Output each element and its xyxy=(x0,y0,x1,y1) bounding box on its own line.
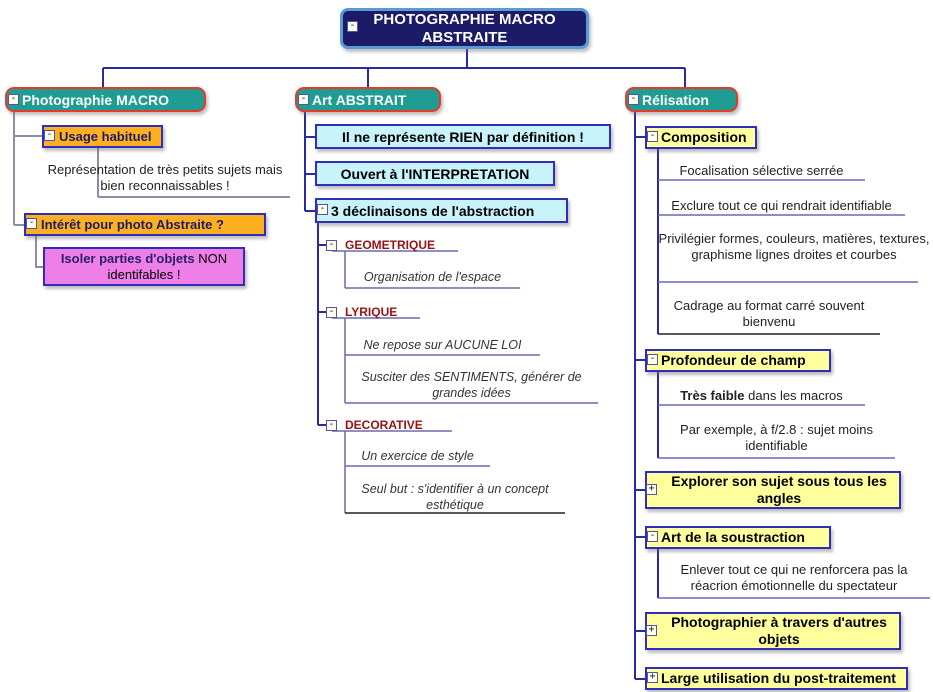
node-focalisation-label: Focalisation sélective serrée xyxy=(679,163,844,178)
node-profondeur-champ[interactable] xyxy=(645,349,831,372)
fold-icon-photographie-macro[interactable]: - xyxy=(8,94,19,105)
node-organisation-espace[interactable] xyxy=(345,269,520,285)
node-tres-faible-rest: dans les macros xyxy=(748,388,843,403)
node-exclure[interactable] xyxy=(658,198,905,214)
node-represente-rien-label: Il ne représente RIEN par définition ! xyxy=(342,128,584,145)
node-cadrage-label: Cadrage au format carré souvent bienvenu xyxy=(673,298,865,329)
node-usage-habituel-label: Usage habituel xyxy=(59,129,152,144)
node-cadrage-carre[interactable] xyxy=(658,298,880,330)
node-tres-faible[interactable] xyxy=(658,388,865,404)
fold-icon-relisation[interactable]: - xyxy=(628,94,639,105)
node-tres-faible-label xyxy=(680,388,843,403)
fold-icon-explorer[interactable]: + xyxy=(646,484,657,495)
node-aucune-loi-label: Ne repose sur AUCUNE LOI xyxy=(363,338,522,352)
node-photographier-travers[interactable] xyxy=(645,612,901,650)
fold-icon-lyrique[interactable]: - xyxy=(326,307,337,318)
node-geometrique-label: GEOMETRIQUE xyxy=(345,238,436,252)
node-art-abstrait-label: Art ABSTRAIT xyxy=(312,91,407,108)
node-photographie-macro-label: Photographie MACRO xyxy=(22,91,169,108)
fold-icon-geometrique[interactable]: - xyxy=(326,240,337,251)
node-privilegier-label: Privilégier formes, couleurs, matières, textures, graphisme lignes droites et courbes xyxy=(658,231,930,262)
node-lyrique-label: LYRIQUE xyxy=(345,305,398,319)
node-aucune-loi[interactable] xyxy=(345,337,540,353)
fold-icon-interet[interactable]: - xyxy=(26,218,37,229)
node-composition-label: Composition xyxy=(661,129,747,145)
node-large-label: Large utilisation du post-traitement xyxy=(661,670,896,686)
node-isoler-rest: NON identifables ! xyxy=(107,250,228,282)
node-represente-rien[interactable] xyxy=(315,124,611,149)
node-art-soustraction[interactable] xyxy=(645,526,831,549)
node-organisation-espace-label: Organisation de l'espace xyxy=(363,270,502,284)
node-representation[interactable] xyxy=(40,162,290,194)
node-isoler-parties[interactable] xyxy=(43,247,245,286)
node-seul-but[interactable] xyxy=(345,481,565,513)
node-focalisation[interactable] xyxy=(658,163,865,179)
node-exercice-style-label: Un exercice de style xyxy=(361,449,474,463)
fold-icon-profondeur[interactable]: - xyxy=(647,354,658,365)
fold-icon-large[interactable]: + xyxy=(647,672,658,683)
node-root[interactable] xyxy=(340,8,589,49)
fold-icon-art-abstrait[interactable]: - xyxy=(298,94,309,105)
node-relisation[interactable] xyxy=(625,87,738,112)
node-decorative-label: DECORATIVE xyxy=(345,418,423,432)
node-photographie-macro[interactable] xyxy=(5,87,206,112)
node-explorer-sujet[interactable] xyxy=(645,471,901,509)
node-root-label: PHOTOGRAPHIE MACRO ABSTRAITE xyxy=(373,10,556,46)
node-ouvert-label: Ouvert à l'INTERPRETATION xyxy=(340,165,530,182)
node-tres-faible-bold: Très faible xyxy=(680,388,745,403)
node-privilegier[interactable] xyxy=(658,231,930,263)
node-lyrique[interactable] xyxy=(345,304,425,320)
node-exercice-style[interactable] xyxy=(345,448,490,464)
node-explorer-label: Explorer son sujet sous tous les angles xyxy=(671,473,887,506)
node-interet-label: Intérêt pour photo Abstraite ? xyxy=(41,217,224,232)
node-isoler-bold: Isoler parties d'objets xyxy=(60,250,195,266)
fold-icon-soustraction[interactable]: - xyxy=(647,531,658,542)
node-usage-habituel[interactable] xyxy=(42,125,163,148)
node-large-post-traitement[interactable] xyxy=(645,667,908,690)
node-par-exemple-label: Par exemple, à f/2.8 : sujet moins identifiable xyxy=(680,422,873,453)
node-enlever-label: Enlever tout ce qui ne renforcera pas la réacrion émotionnelle du spectateur xyxy=(680,562,908,593)
node-art-abstrait[interactable] xyxy=(295,87,441,112)
node-geometrique[interactable] xyxy=(345,237,460,253)
node-representation-label: Représentation de très petits sujets mais bien reconnaissables ! xyxy=(47,162,283,193)
node-ouvert-interpretation[interactable] xyxy=(315,161,555,186)
node-soustraction-label: Art de la soustraction xyxy=(661,529,805,545)
node-susciter-sentiments[interactable] xyxy=(345,369,598,401)
node-interet-photo-abstraite[interactable] xyxy=(24,213,266,236)
fold-icon-root[interactable]: - xyxy=(347,21,358,32)
fold-icon-composition[interactable]: - xyxy=(647,131,658,142)
node-par-exemple[interactable] xyxy=(658,422,895,454)
node-declinaisons-label: 3 déclinaisons de l'abstraction xyxy=(331,202,535,219)
fold-icon-photographier[interactable]: + xyxy=(646,625,657,636)
node-exclure-label: Exclure tout ce qui rendrait identifiable xyxy=(671,198,892,213)
node-decorative[interactable] xyxy=(345,417,450,433)
fold-icon-declinaisons[interactable]: - xyxy=(317,204,328,215)
node-relisation-label: Rélisation xyxy=(642,91,709,108)
node-composition[interactable] xyxy=(645,126,757,149)
node-photographier-label: Photographier à travers d'autres objets xyxy=(671,614,887,647)
node-enlever[interactable] xyxy=(658,562,930,594)
node-susciter-label: Susciter des SENTIMENTS, générer de grandes idées xyxy=(361,370,582,400)
fold-icon-usage-habituel[interactable]: - xyxy=(44,130,55,141)
node-seul-but-label: Seul but : s'identifier à un concept esthétique xyxy=(361,482,549,512)
node-3-declinaisons[interactable] xyxy=(315,198,568,223)
node-profondeur-label: Profondeur de champ xyxy=(661,352,806,368)
fold-icon-decorative[interactable]: - xyxy=(326,420,337,431)
node-isoler-label xyxy=(45,251,243,283)
